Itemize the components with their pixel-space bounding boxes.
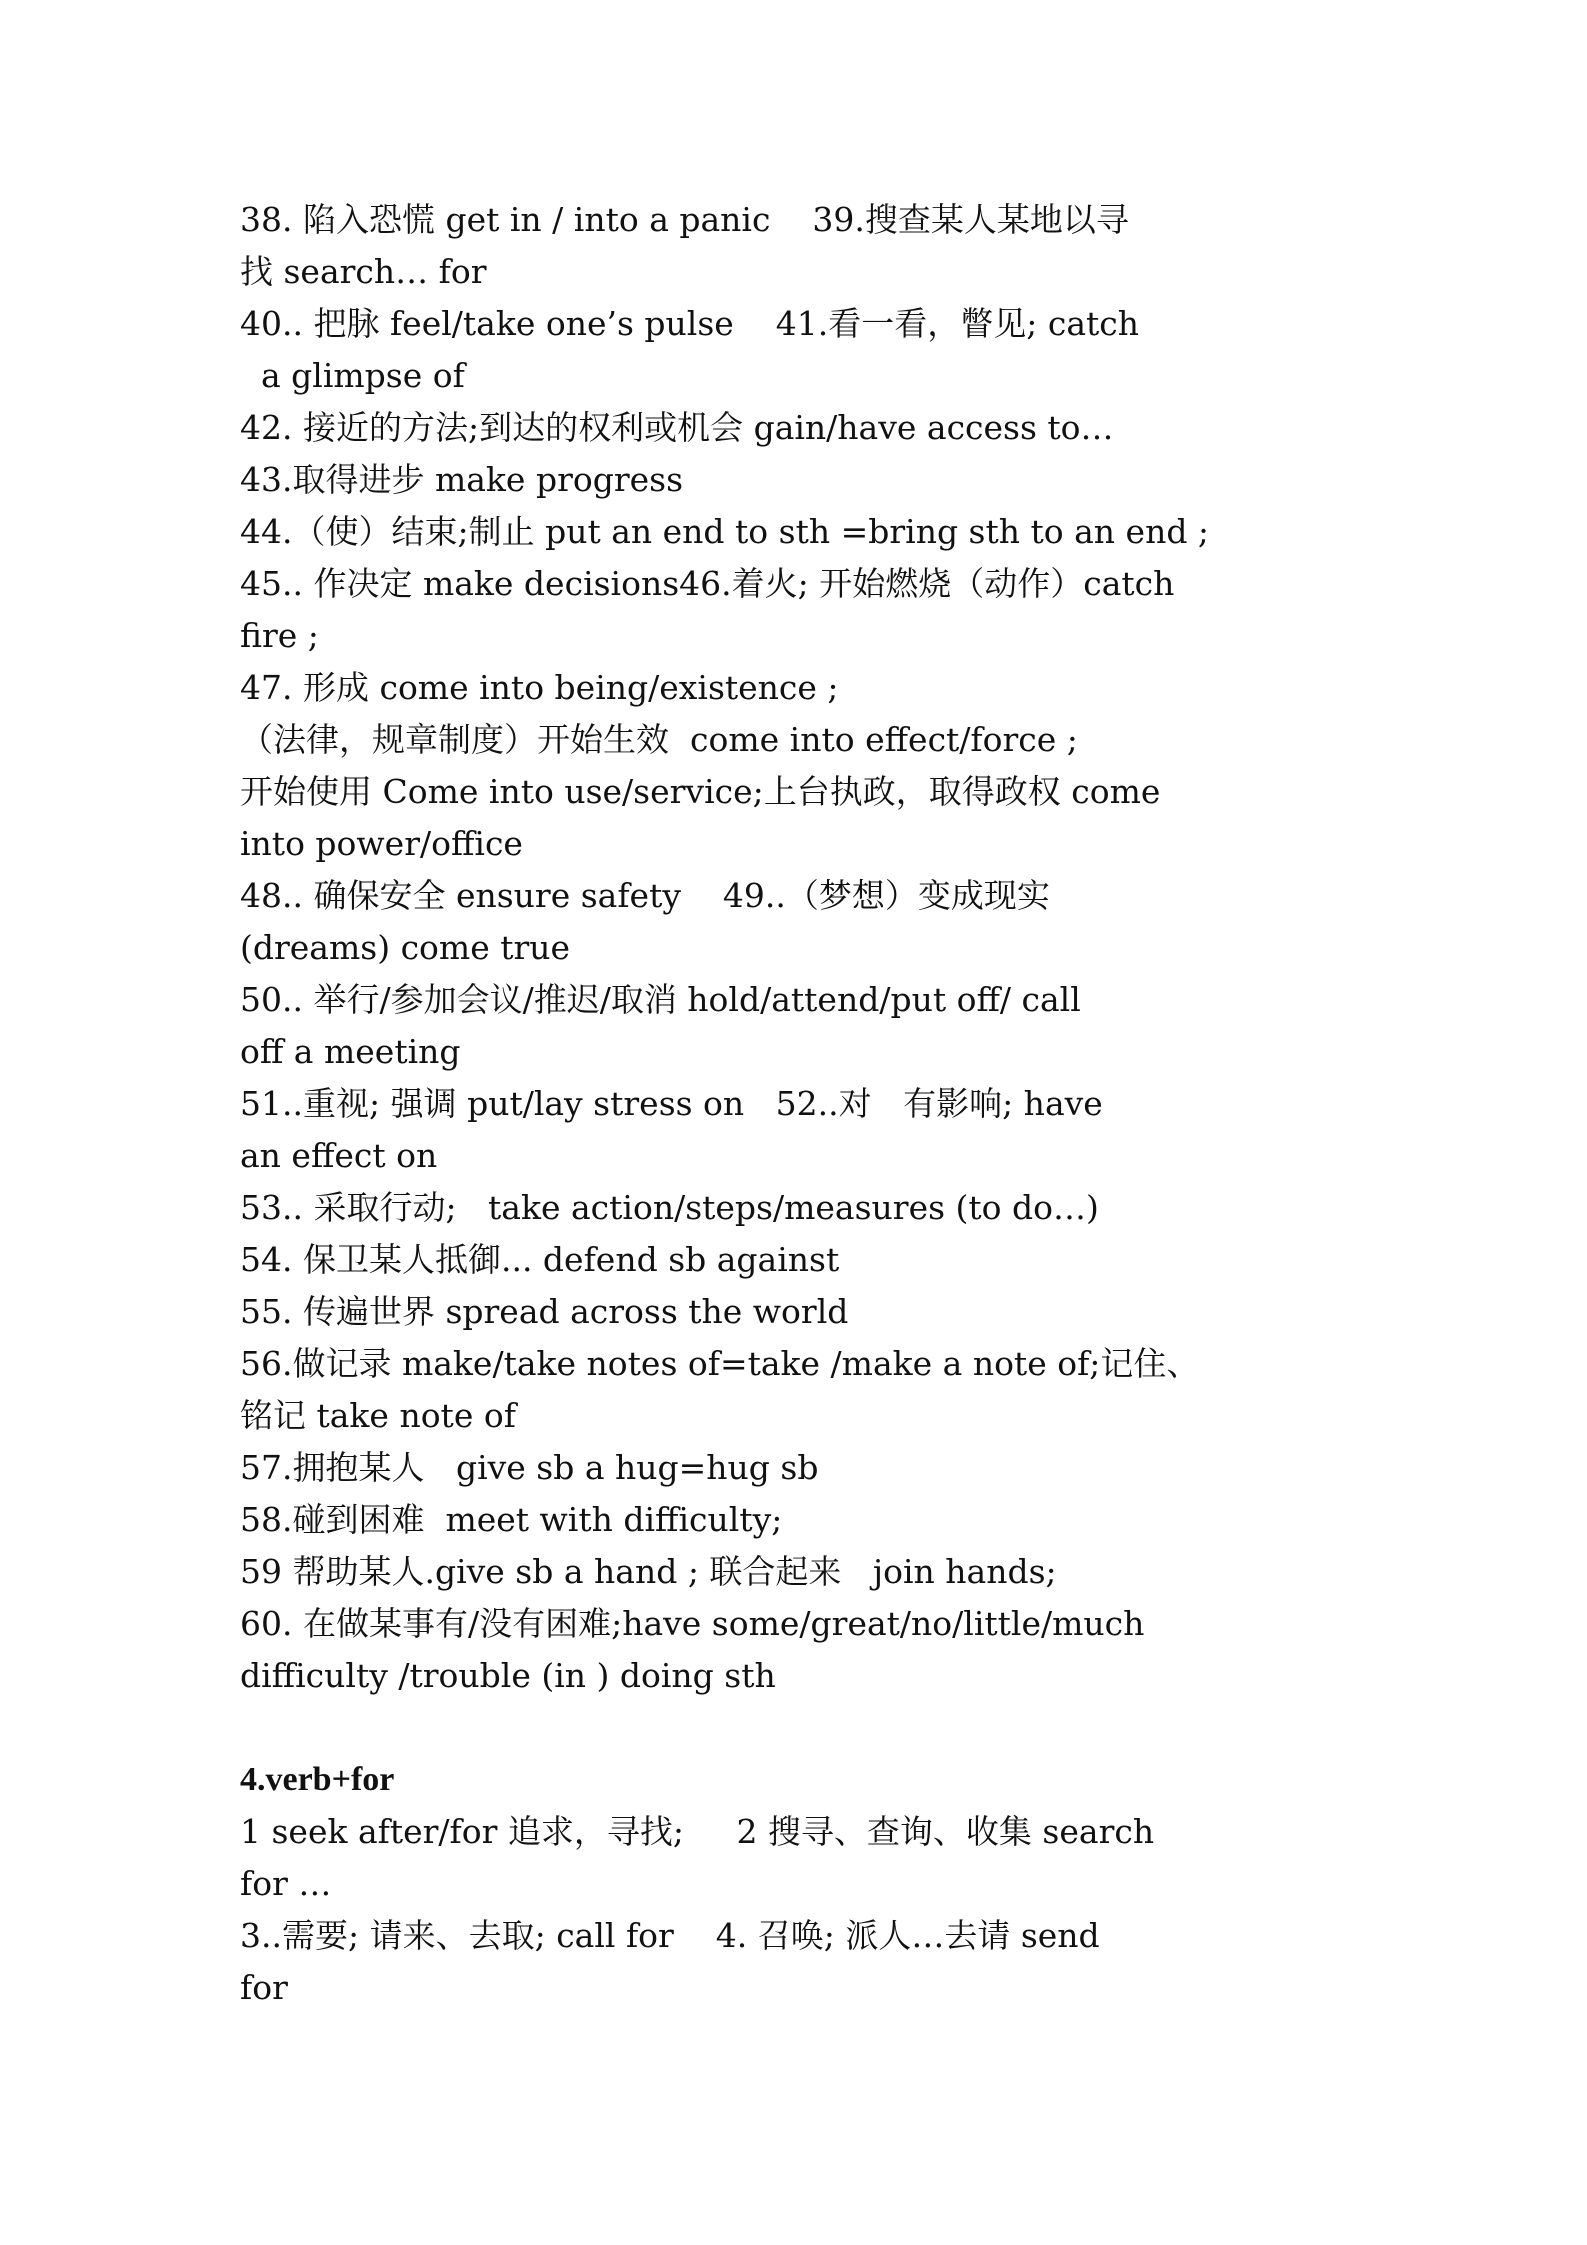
- text-line: off a meeting: [240, 1032, 461, 1071]
- text-line: for: [240, 1968, 288, 2007]
- text-line: 38. 陷入恐慌 get in / into a panic 39.搜查某人某地以寻: [240, 200, 1129, 239]
- text-line: 60. 在做某事有/没有困难;have some/great/no/little/much: [240, 1604, 1145, 1643]
- text-line: 51..重视; 强调 put/lay stress on 52..对 有影响; have: [240, 1084, 1103, 1123]
- text-line: 59 帮助某人.give sb a hand ; 联合起来 join hands;: [240, 1552, 1057, 1591]
- text-line: 53.. 采取行动; take action/steps/measures (to do…): [240, 1188, 1099, 1227]
- text-line: 55. 传遍世界 spread across the world: [240, 1292, 849, 1331]
- phrase-list: [240, 194, 1360, 1702]
- text-line: 50.. 举行/参加会议/推迟/取消 hold/attend/put off/ call: [240, 980, 1081, 1019]
- text-line: 开始使用 Come into use/service;上台执政，取得政权 come: [240, 772, 1161, 811]
- text-line: 54. 保卫某人抵御... defend sb against: [240, 1240, 840, 1279]
- text-line: 40.. 把脉 feel/take one’s pulse 41.看一看，瞥见; catch: [240, 304, 1140, 343]
- text-line: fire ;: [240, 616, 319, 655]
- text-line: 57.拥抱某人 give sb a hug=hug sb: [240, 1448, 819, 1487]
- text-line: 48.. 确保安全 ensure safety 49..（梦想）变成现实: [240, 876, 1050, 915]
- text-line: 45.. 作决定 make decisions46.着火; 开始燃烧（动作）catch: [240, 564, 1175, 603]
- text-line: （法律，规章制度）开始生效 come into effect/force ;: [240, 720, 1078, 759]
- paragraph-gap: [240, 1702, 1360, 1754]
- text-line: a glimpse of: [240, 356, 465, 395]
- text-line: into power/office: [240, 824, 523, 863]
- verb-for-section: [240, 1754, 1360, 2014]
- section-heading: 4.verb+for: [240, 1761, 395, 1798]
- text-line: (dreams) come true: [240, 928, 571, 967]
- text-line: 44.（使）结束;制止 put an end to sth =bring sth to an end ;: [240, 512, 1210, 551]
- text-line: 56.做记录 make/take notes of=take /make a note of;记住、: [240, 1344, 1200, 1383]
- text-line: 铭记 take note of: [240, 1396, 516, 1435]
- document-page: [240, 194, 1360, 2014]
- text-line: 1 seek after/for 追求，寻找; 2 搜寻、查询、收集 search: [240, 1812, 1155, 1851]
- text-line: difficulty /trouble (in ) doing sth: [240, 1656, 776, 1695]
- text-line: 47. 形成 come into being/existence ;: [240, 668, 839, 707]
- text-line: 找 search… for: [240, 252, 487, 291]
- text-line: 42. 接近的方法;到达的权利或机会 gain/have access to…: [240, 408, 1114, 447]
- text-line: 3..需要; 请来、去取; call for 4. 召唤; 派人…去请 send: [240, 1916, 1100, 1955]
- text-line: 58.碰到困难 meet with difficulty;: [240, 1500, 783, 1539]
- text-line: an effect on: [240, 1136, 438, 1175]
- text-line: 43.取得进步 make progress: [240, 460, 684, 499]
- text-line: for …: [240, 1864, 332, 1903]
